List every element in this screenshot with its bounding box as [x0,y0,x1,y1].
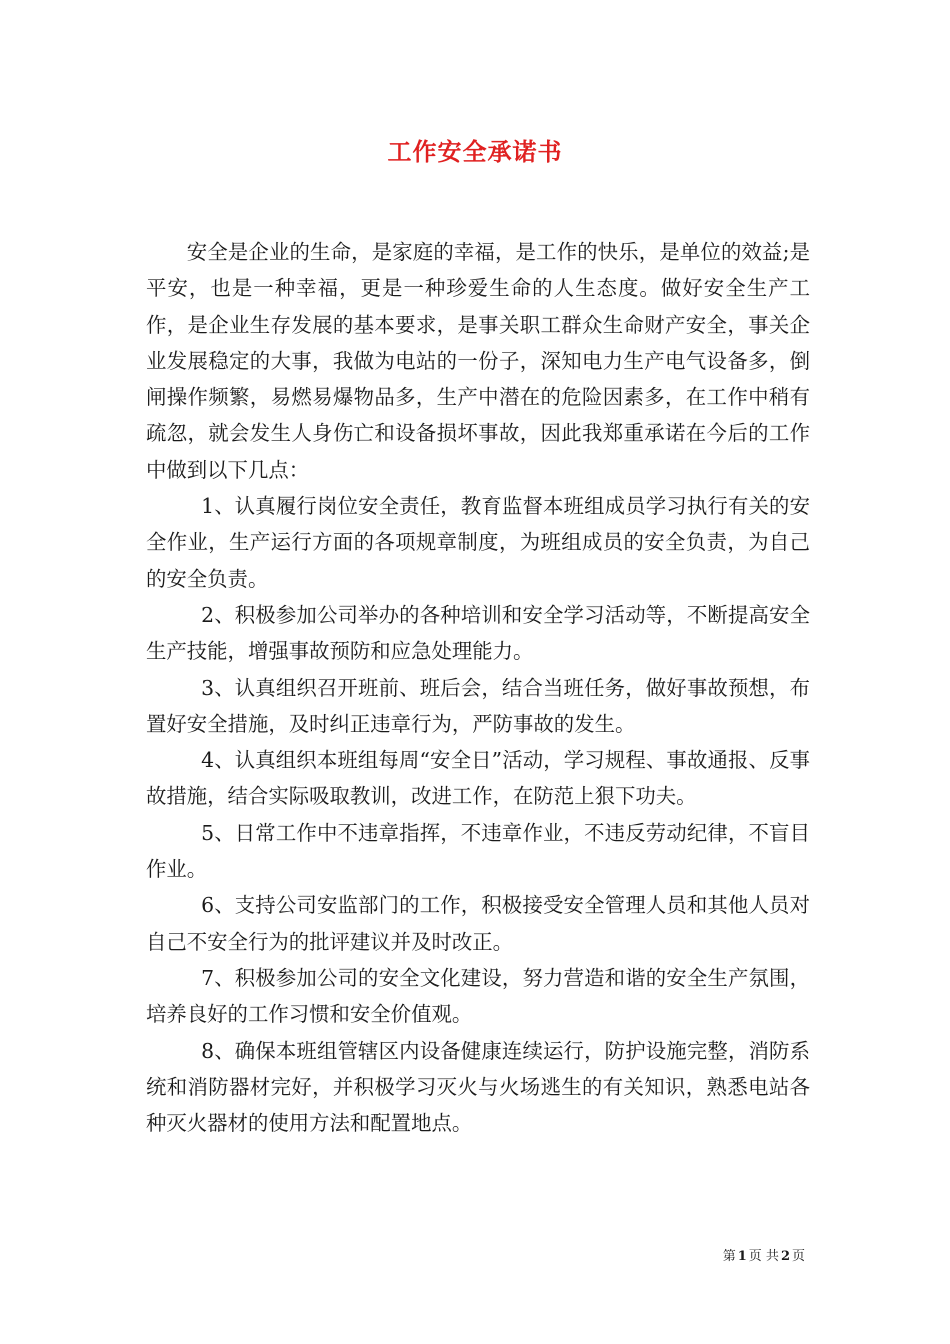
document-body [146,234,810,1141]
commitment-item-8: 8、确保本班组管辖区内设备健康连续运行，防护设施完整，消防系统和消防器材完好，并积极学习灭火与火场逃生的有关知识，熟悉电站各种灭火器材的使用方法和配置地点。 [146,1038,810,1136]
commitment-item-4: 4、认真组织本班组每周“安全日”活动，学习规程、事故通报、反事故措施，结合实际吸取教训，改进工作，在防范上狠下功夫。 [146,748,810,809]
commitment-item-2: 2、积极参加公司举办的各种培训和安全学习活动等，不断提高安全生产技能，增强事故预防和应急处理能力。 [146,602,810,664]
commitment-item-5: 5、日常工作中不违章指挥，不违章作业，不违反劳动纪律，不盲目作业。 [146,820,810,882]
total-pages-number: 2 [780,1249,790,1264]
page-number-footer [723,1245,805,1264]
footer-middle: 页 共 [748,1249,779,1264]
commitment-item-7: 7、积极参加公司的安全文化建设，努力营造和谐的安全生产氛围，培养良好的工作习惯和安全价值观。 [146,965,810,1027]
document-title: 工作安全承诺书 [387,137,563,166]
commitment-item-3: 3、认真组织召开班前、班后会，结合当班任务，做好事故预想，布置好安全措施，及时纠正违章行为，严防事故的发生。 [146,675,810,736]
footer-prefix: 第 [722,1249,736,1264]
intro-paragraph: 安全是企业的生命，是家庭的幸福，是工作的快乐，是单位的效益;是平安，也是一种幸福，更是一种珍爱生命的人生态度。做好安全生产工作，是企业生存发展的基本要求，是事关职工群众生命财产安全，事关企业发展稳定的大事，我做为电站的一份子，深知电力生产电气设备多，倒闸操作频繁，易燃易爆物品多，生产中潜在的危险因素多，在工作中稍有疏忽，就会发生人身伤亡和设备损坏事故，因此我郑重承诺在今后的工作中做到以下几点： [146,240,810,482]
commitment-item-6: 6、支持公司安监部门的工作，积极接受安全管理人员和其他人员对自己不安全行为的批评建议并及时改正。 [146,893,810,954]
footer-suffix: 页 [791,1249,805,1264]
commitment-item-1: 1、认真履行岗位安全责任，教育监督本班组成员学习执行有关的安全作业，生产运行方面的各项规章制度，为班组成员的安全负责，为自己的安全负责。 [146,494,810,591]
current-page-number: 1 [737,1249,747,1264]
